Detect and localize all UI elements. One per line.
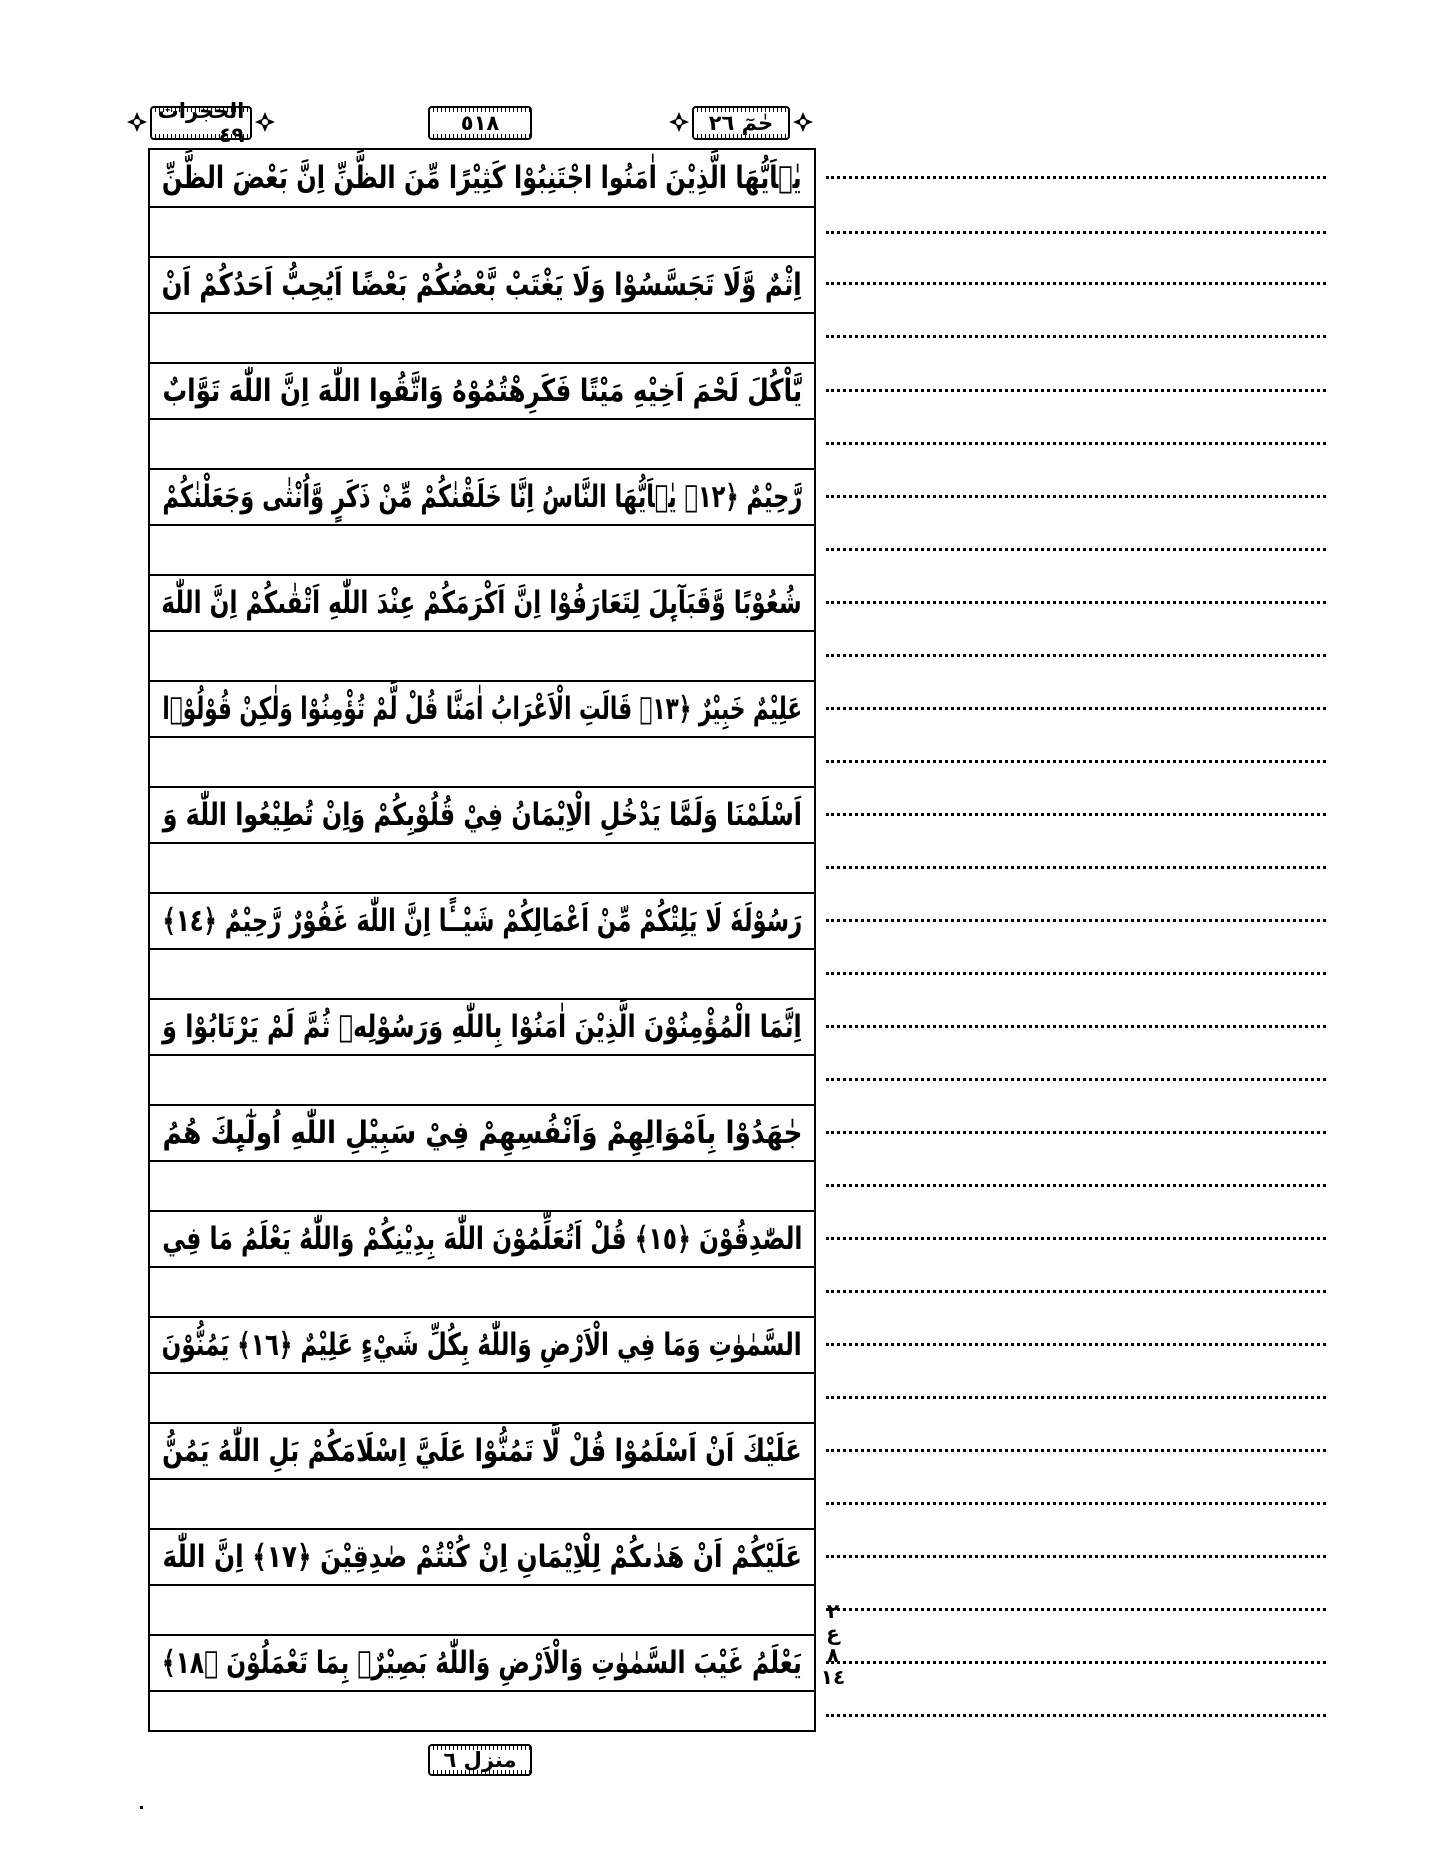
verse-line — [150, 1104, 814, 1162]
dotted-writing-line — [826, 654, 1326, 657]
verse-line-text: عَلَيْكَ اَنْ اَسْلَمُوْا قُلْ لَّا تَمُنُّوْا عَلَيَّ اِسْلَامَكُمْ بَلِ اللّٰهُ يَمُنُّ — [162, 1432, 802, 1469]
dotted-writing-line — [826, 1555, 1326, 1558]
verse-line — [150, 998, 814, 1056]
dotted-writing-line — [826, 282, 1326, 285]
verse-line — [150, 1210, 814, 1268]
verse-line — [150, 574, 814, 632]
dotted-writing-line — [826, 919, 1326, 922]
header-juz-label — [692, 106, 790, 140]
dotted-writing-line — [826, 335, 1326, 338]
ornament-icon — [126, 111, 148, 133]
dotted-writing-line — [826, 1343, 1326, 1346]
dotted-writing-line — [826, 548, 1326, 551]
dotted-writing-line — [826, 707, 1326, 710]
verse-line — [150, 256, 814, 314]
dotted-writing-line — [826, 813, 1326, 816]
dotted-writing-line — [826, 176, 1326, 179]
dotted-writing-line — [826, 601, 1326, 604]
verse-line-text: رَّحِيْمٌ ﴿١٢﴾ يٰۤاَيُّهَا النَّاسُ اِنَّا خَلَقْنٰكُمْ مِّنْ ذَكَرٍ وَّاُنْثٰى وَجَعَلْنٰكُمْ — [162, 478, 802, 515]
verse-line-text: السَّمٰوٰتِ وَمَا فِي الْاَرْضِ وَاللّٰهُ بِكُلِّ شَيْءٍ عَلِيْمٌ ﴿١٦﴾ يَمُنُّوْنَ — [162, 1326, 802, 1363]
dotted-writing-line — [826, 1714, 1326, 1717]
verse-line — [150, 786, 814, 844]
verse-line-text: اِثْمٌ وَّلَا تَجَسَّسُوْا وَلَا يَغْتَبْ بَّعْضُكُمْ بَعْضًا اَيُحِبُّ اَحَدُكُمْ اَنْ — [161, 266, 803, 303]
verse-line-text: اِنَّمَا الْمُؤْمِنُوْنَ الَّذِيْنَ اٰمَنُوْا بِاللّٰهِ وَرَسُوْلِهٖ ثُمَّ لَمْ يَرْتَابُوْا وَ — [162, 1008, 802, 1045]
dotted-writing-line — [826, 231, 1326, 234]
manzil-text: منزل ٦ — [443, 1748, 517, 1772]
scan-speck — [140, 1806, 143, 1809]
verse-line — [150, 150, 814, 208]
verse-line — [150, 1634, 814, 1692]
verse-line-text: عَلِيْمٌ خَبِيْرٌ ﴿١٣﴾ قَالَتِ الْاَعْرَابُ اٰمَنَّا قُلْ لَّمْ تُؤْمِنُوْا وَلٰكِنْ قُوْلُوْۤا — [162, 690, 802, 727]
quran-text-frame — [148, 148, 816, 1732]
header-surah-label — [150, 99, 252, 147]
verse-line — [150, 468, 814, 526]
dotted-writing-line — [826, 1025, 1326, 1028]
dotted-writing-line — [826, 442, 1326, 445]
dotted-writing-line — [826, 972, 1326, 975]
dotted-writing-line — [826, 495, 1326, 498]
ornament-icon — [254, 111, 276, 133]
verse-line-text: اَسْلَمْنَا وَلَمَّا يَدْخُلِ الْاِيْمَانُ فِيْ قُلُوْبِكُمْ وَاِنْ تُطِيْعُوا اللّٰهَ وَ — [162, 796, 802, 833]
verse-line-text: عَلَيْكُمْ اَنْ هَدٰىكُمْ لِلْاِيْمَانِ اِنْ كُنْتُمْ صٰدِقِيْنَ ﴿١٧﴾ اِنَّ اللّٰهَ — [162, 1538, 802, 1575]
dotted-writing-line — [826, 1184, 1326, 1187]
verse-line-text: شُعُوْبًا وَّقَبَآىِٕلَ لِتَعَارَفُوْا اِنَّ اَكْرَمَكُمْ عِنْدَ اللّٰهِ اَتْقٰىكُمْ اِنَّ اللّٰهَ — [161, 584, 803, 621]
surah-name: الحجرات ٤٩ — [157, 99, 245, 147]
juz-name: حٰمٓ ٢٦ — [708, 111, 774, 135]
dotted-writing-line — [826, 1237, 1326, 1240]
dotted-writing-line — [826, 389, 1326, 392]
dotted-writing-line — [826, 1661, 1326, 1664]
dotted-writing-line — [826, 1608, 1326, 1611]
verse-line — [150, 362, 814, 420]
dotted-writing-line — [826, 1131, 1326, 1134]
footer-manzil-label — [428, 1744, 532, 1776]
dotted-writing-line — [826, 866, 1326, 869]
ornament-icon — [792, 111, 814, 133]
verse-line-text: يٰۤاَيُّهَا الَّذِيْنَ اٰمَنُوا اجْتَنِبُوْا كَثِيْرًا مِّنَ الظَّنِّ اِنَّ بَعْضَ الظَّنِّ — [162, 159, 802, 196]
ruku-marker-bottom: ١٤ — [820, 1665, 846, 1689]
ruku-marker — [820, 1600, 846, 1688]
verse-line-text: يَّاْكُلَ لَحْمَ اَخِيْهِ مَيْتًا فَكَرِهْتُمُوْهُ وَاتَّقُوا اللّٰهَ اِنَّ اللّٰهَ تَوَّابٌ — [162, 372, 802, 409]
verse-line — [150, 892, 814, 950]
verse-line-text: الصّٰدِقُوْنَ ﴿١٥﴾ قُلْ اَتُعَلِّمُوْنَ اللّٰهَ بِدِيْنِكُمْ وَاللّٰهُ يَعْلَمُ مَا فِي — [161, 1220, 803, 1257]
ornament-icon — [668, 111, 690, 133]
verse-line-text: جٰهَدُوْا بِاَمْوَالِهِمْ وَاَنْفُسِهِمْ فِيْ سَبِيْلِ اللّٰهِ اُولٰٓىِٕكَ هُمُ — [161, 1114, 803, 1151]
page-number: ٥١٨ — [460, 111, 500, 135]
ruku-marker-middle: ع ٨ — [826, 1621, 840, 1667]
ruku-marker-top: ٢ — [826, 1599, 840, 1623]
verse-line-text: رَسُوْلَهٗ لَا يَلِتْكُمْ مِّنْ اَعْمَالِكُمْ شَيْــًٔا اِنَّ اللّٰهَ غَفُوْرٌ رَّحِيْمٌ ﴿١٤﴾ — [162, 902, 802, 939]
dotted-writing-line — [826, 1078, 1326, 1081]
dotted-writing-line — [826, 1502, 1326, 1505]
header-page-number — [428, 106, 532, 140]
dotted-writing-line — [826, 1396, 1326, 1399]
verse-line — [150, 1316, 814, 1374]
dotted-writing-line — [826, 1290, 1326, 1293]
verse-line — [150, 1422, 814, 1480]
verse-line — [150, 1528, 814, 1586]
dotted-writing-line — [826, 1449, 1326, 1452]
verse-line — [150, 680, 814, 738]
verse-line-text: يَعْلَمُ غَيْبَ السَّمٰوٰتِ وَالْاَرْضِ وَاللّٰهُ بَصِيْرٌۢ بِمَا تَعْمَلُوْنَ ﴿١٨﴾ — [162, 1644, 802, 1681]
dotted-writing-line — [826, 760, 1326, 763]
